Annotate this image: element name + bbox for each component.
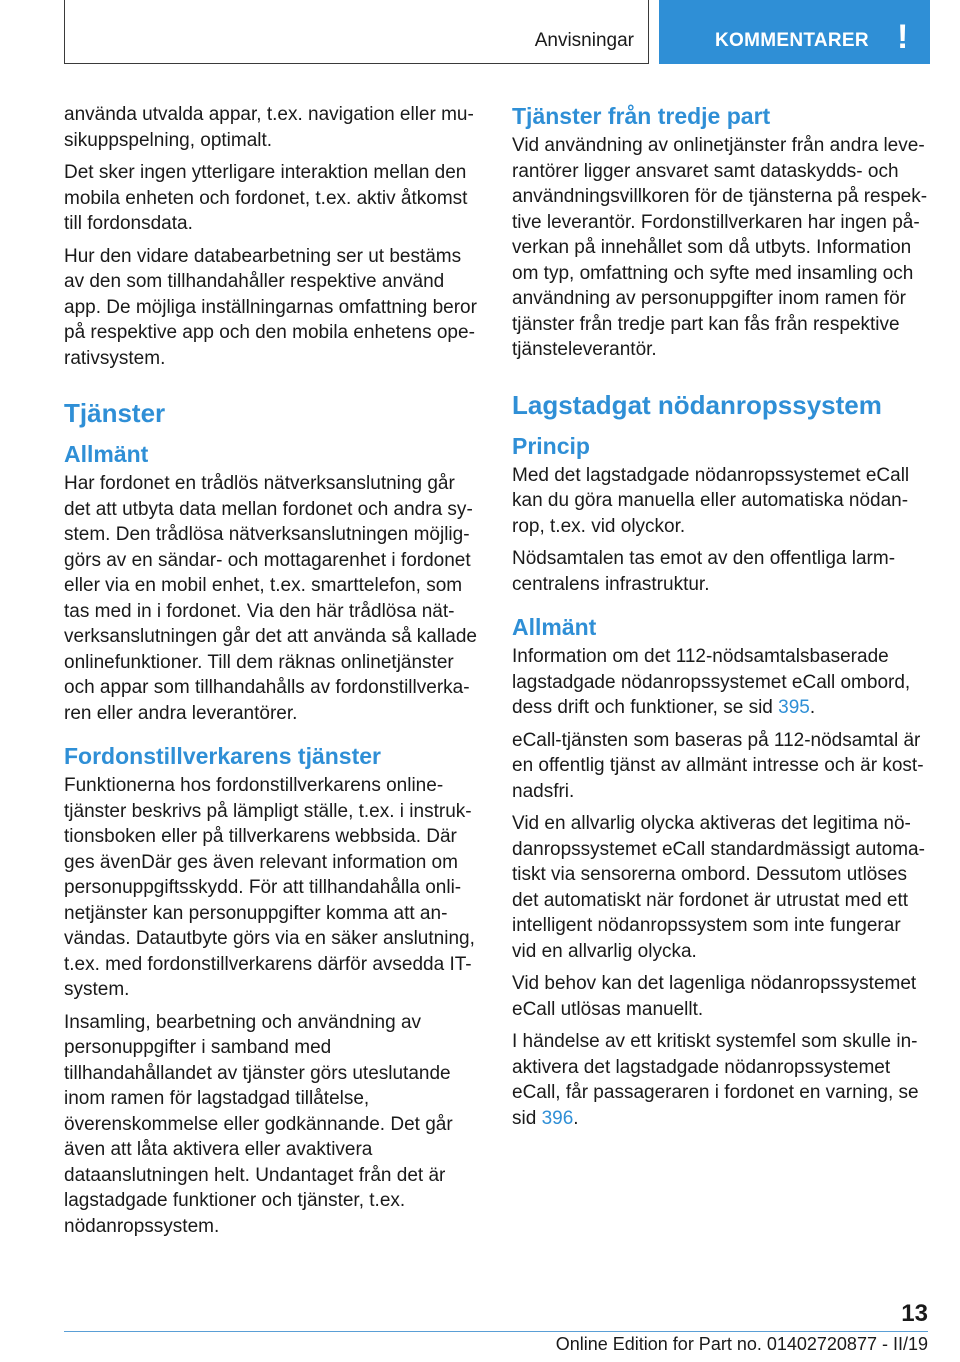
- page-header: [0, 0, 960, 66]
- paragraph: Funktionerna hos fordonstillverkarens onlinetjänster beskrivs på lämpligt ställe, t.ex. i instruktionsboken eller på tillverkarens webbsida. Där ges ävenDär ges även relevant information om personuppgiftsskydd. För att tillhandahålla onlinetjänster kan personuppgifter komma att användas. Datautbyte görs via en säker anslutning, t.ex. med fordonstillverkarens därför avsedda IT-system.: [64, 775, 475, 1000]
- heading-lagstadgat-nodanropssystem: Lagstadgat nödanropssystem: [512, 389, 882, 420]
- paragraph: använda utvalda appar, t.ex. navigation eller musikuppspelning, optimalt.: [64, 104, 474, 151]
- section-header-box[interactable]: [64, 0, 649, 64]
- paragraph: [512, 1029, 928, 1131]
- paragraph: Det sker ingen ytterligare interaktion mellan den mobila enheten och fordonet, t.ex. aktiv åtkomst till fordonsdata.: [64, 162, 468, 234]
- comments-tab-label: KOMMENTARER: [715, 30, 869, 51]
- paragraph: Vid behov kan det lagenliga nödanropssystemet eCall utlösas manuellt.: [512, 973, 917, 1020]
- section-label: Anvisningar: [534, 30, 634, 51]
- paragraph: Med det lagstadgade nödanropssystemet eCall kan du göra manuella eller automatiska nödanrop, t.ex. vid olyckor.: [512, 464, 910, 537]
- footer-edition: Online Edition for Part no. 01402720877 - II/19: [555, 1334, 928, 1354]
- heading-allmant: Allmänt: [512, 614, 597, 640]
- heading-tjanster-tredje-part: Tjänster från tredje part: [512, 103, 771, 129]
- paragraph-text: Information om det 112-nödsamtalsbaserade lagstadgade nödanropssystemet eCall ombord, dess drift och funktioner, se sid: [512, 646, 911, 718]
- paragraph: Vid användning av onlinetjänster från andra leverantörer ligger ansvaret samt dataskydds- och användningsvillkoren för de tjänsterna på respektive leverantör. Fordonstillverkaren har ingen påverkan på innehållet som då utbyts. Information om typ, omfattning och syfte med insamling och användning av personuppgifter inom ramen för tjänster från tredje part kan fås från respektive tjänsteleverantör.: [512, 135, 928, 360]
- paragraph-text: .: [809, 697, 816, 718]
- right-column: [512, 102, 928, 1138]
- paragraph: Har fordonet en trådlös nätverksanslutning går det att utbyta data mellan fordonet och andra system. Den trådlösa nätverksanslutningen möjliggörs av en sändar- och mottagarenhet i fordonet eller via en mobil enhet, t.ex. smarttelefon, som tas med in i fordonet. Via den här trådlösa nätverksanslutningen går det att använda så kallade onlinefunktioner. Till dem räknas onlinetjänster och appar som tillhandahålls av fordonstillverkaren eller andra leverantörer.: [64, 473, 477, 724]
- heading-tjanster: Tjänster: [64, 398, 166, 428]
- paragraph: Vid en allvarlig olycka aktiveras det legitima nödanropssystemet eCall standardmässigt automatiskt via sensorerna ombord. Dessutom utlöses det automatiskt när fordonet är utrustat med ett intelligent nödanropssystem som inte fungerar vid en allvarlig olycka.: [512, 813, 925, 962]
- heading-fordonstillverkarens-tjanster: Fordonstillverkarens tjänster: [64, 743, 381, 769]
- paragraph: Insamling, bearbetning och användning av personuppgifter i samband med tillhandahållandet av tjänster görs uteslutande inom ramen för lagstadgad tillåtelse, överenskommelse eller godkännande. Det går även att låta aktivera eller avaktivera dataanslutningen helt. Undantaget från det är lagstadgade funktioner och tjänster, t.ex. nödanropssystem.: [64, 1011, 453, 1237]
- paragraph-text: I händelse av ett kritiskt systemfel som skulle inaktivera det lagstadgade nödanropssystemet eCall, får passageraren i fordonet en varning, se sid: [512, 1031, 919, 1129]
- page-link-396[interactable]: 396: [541, 1107, 574, 1129]
- left-column: [64, 102, 478, 1246]
- page-link-395[interactable]: 395: [778, 697, 810, 718]
- footer-divider: [64, 1331, 928, 1332]
- page-number: 13: [901, 1300, 928, 1327]
- paragraph: Hur den vidare databearbetning ser ut bestäms av den som tillhandahåller respektive använd app. De möjliga inställningarnas omfattning beror på respektive app och den mobila enhetens operativsystem.: [64, 245, 477, 369]
- comments-tab[interactable]: [659, 0, 930, 64]
- heading-princip: Princip: [512, 432, 590, 459]
- paragraph-text: .: [573, 1107, 579, 1129]
- paragraph: [512, 644, 928, 721]
- heading-allmant: Allmänt: [64, 441, 149, 467]
- exclamation-icon: !: [897, 18, 909, 56]
- paragraph: Nödsamtalen tas emot av den offentliga larmcentralens infrastruktur.: [512, 548, 896, 595]
- paragraph: eCall-tjänsten som baseras på 112-nödsamtal är en offentlig tjänst av allmänt intresse och är kostnadsfri.: [512, 729, 924, 802]
